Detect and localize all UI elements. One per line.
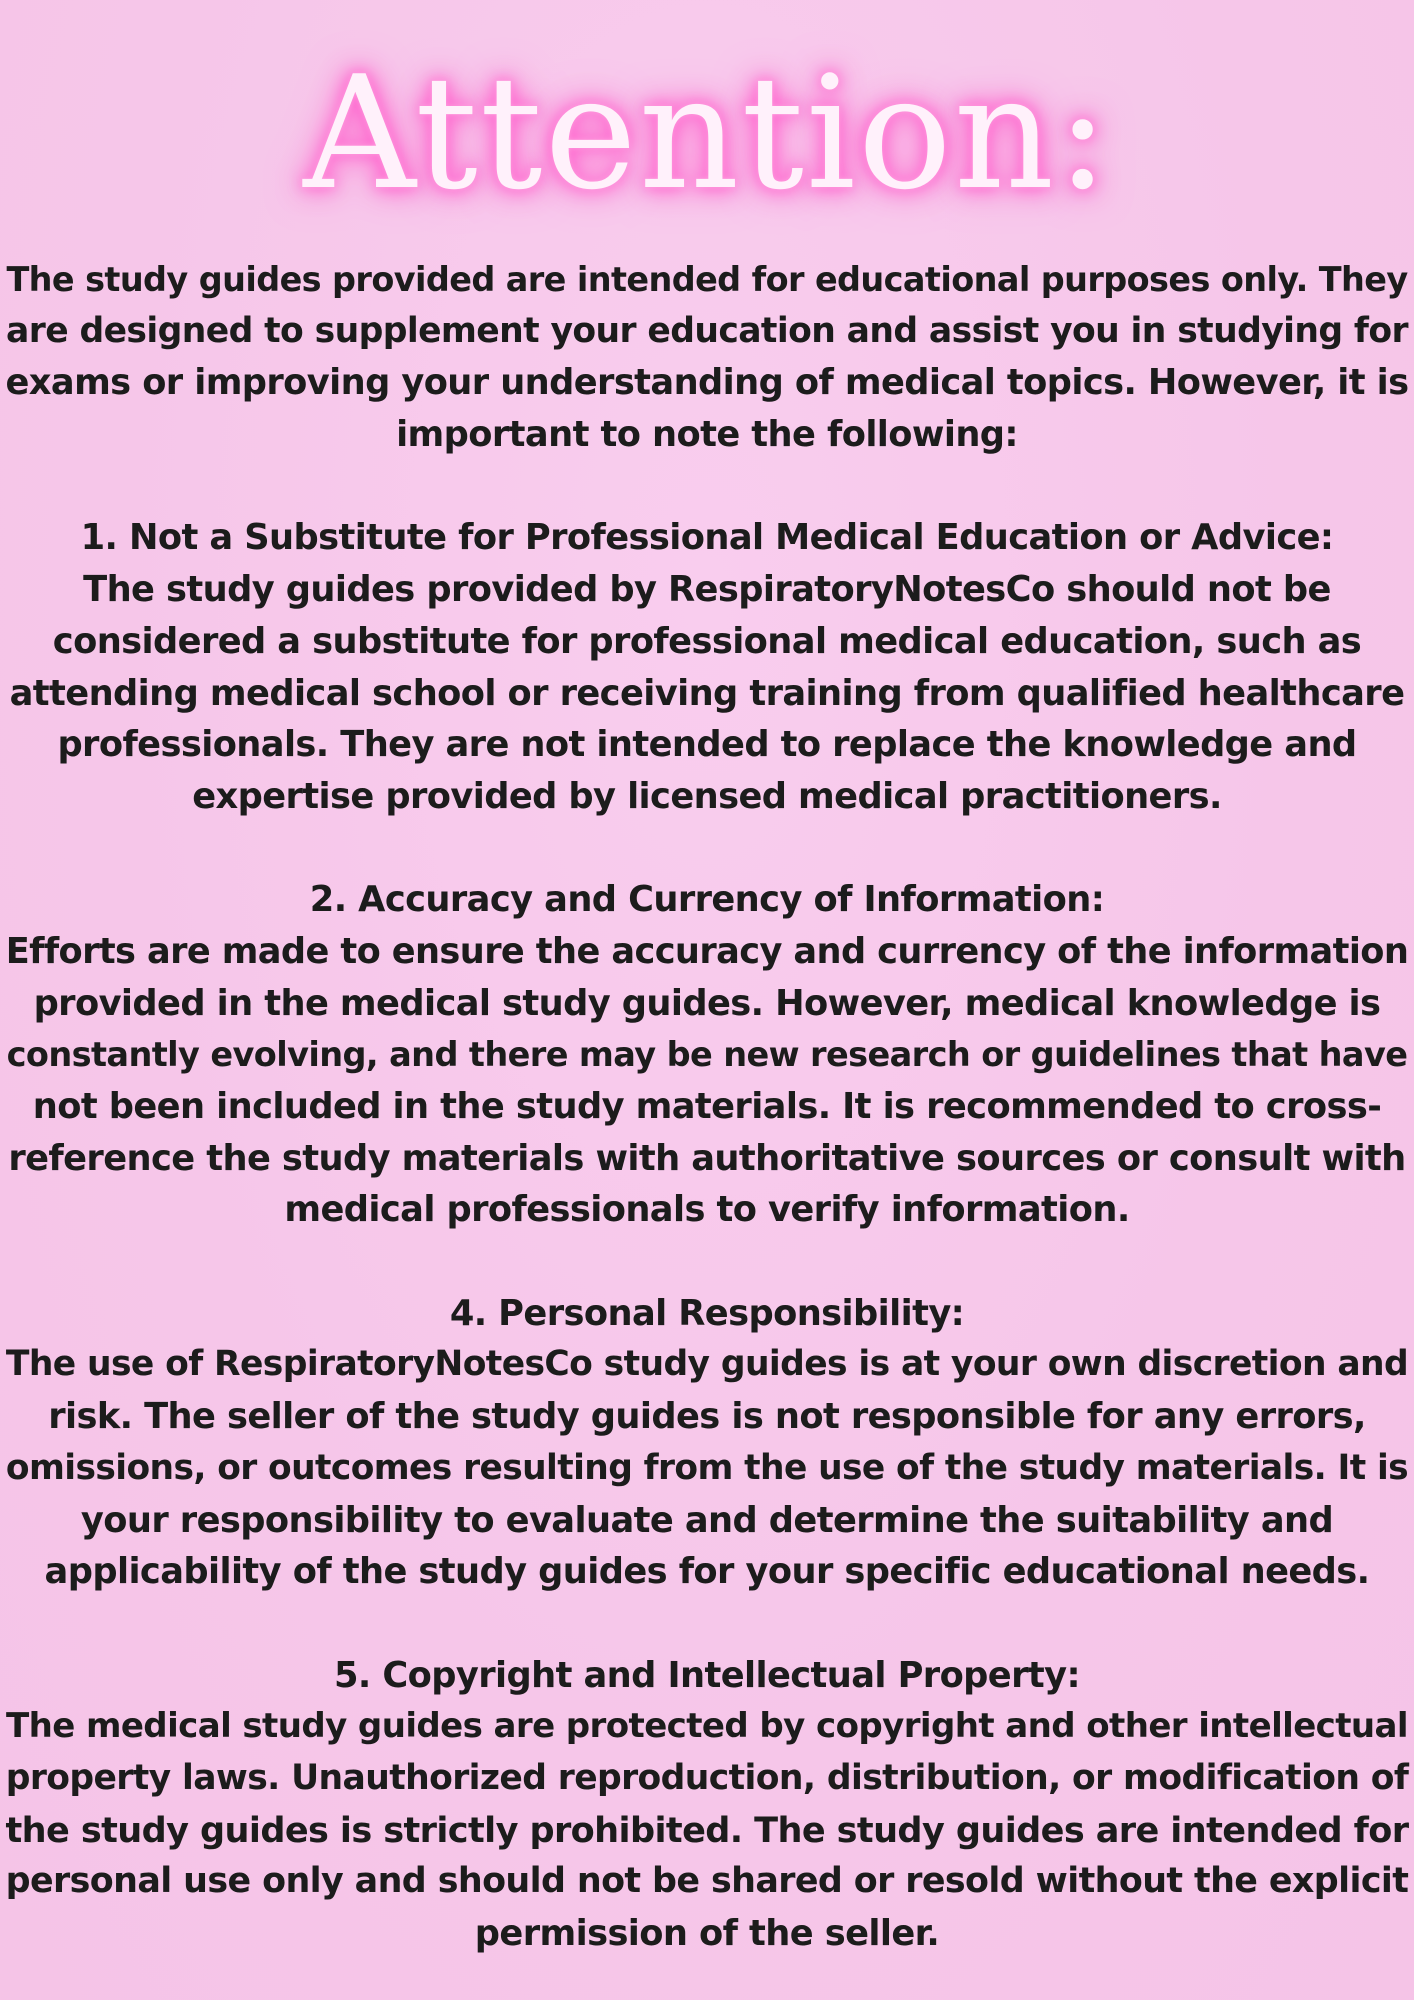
intro-paragraph: [0, 254, 1414, 461]
intro-line: exams or improving your understanding of medical topics. However, it is: [5, 362, 1409, 404]
section-line: attending medical school or receiving training from qualified healthcare: [9, 672, 1405, 714]
section-heading: 1. Not a Substitute for Professional Medical Education or Advice:: [80, 517, 1334, 559]
section-line: expertise provided by licensed medical practitioners.: [192, 775, 1222, 817]
paragraph-gap: [0, 823, 1414, 875]
section-personal-responsibility: [0, 1288, 1414, 1598]
section-accuracy: [0, 874, 1414, 1236]
section-line: constantly evolving, and there may be new research or guidelines that have: [6, 1035, 1408, 1075]
section-line: medical professionals to verify information.: [284, 1189, 1130, 1231]
paragraph-gap: [0, 1236, 1414, 1288]
intro-line: The study guides provided are intended for educational purposes only. They: [6, 260, 1408, 299]
page-title: Attention:: [303, 42, 1111, 224]
disclaimer-body: [0, 254, 1414, 1960]
section-line: The study guides provided by RespiratoryNotesCo should not be: [83, 569, 1331, 611]
section-line: applicability of the study guides for your specific educational needs.: [44, 1551, 1370, 1593]
section-line: reference the study materials with authoritative sources or consult with: [8, 1137, 1406, 1179]
section-line: permission of the seller.: [474, 1913, 940, 1954]
section-line: property laws. Unauthorized reproduction, distribution, or modification of: [5, 1757, 1409, 1798]
section-heading: 4. Personal Responsibility:: [449, 1292, 965, 1334]
intro-line: important to note the following:: [396, 414, 1018, 456]
section-line: your responsibility to evaluate and determine the suitability and: [80, 1499, 1334, 1541]
section-line: Efforts are made to ensure the accuracy and currency of the information: [5, 930, 1409, 972]
section-heading: 2. Accuracy and Currency of Information:: [309, 879, 1105, 921]
paragraph-gap: [0, 461, 1414, 513]
section-line: personal use only and should not be shared or resold without the explicit: [5, 1861, 1409, 1902]
section-copyright: [0, 1650, 1414, 1960]
section-line: professionals. They are not intended to replace the knowledge and: [57, 724, 1357, 766]
section-line: not been included in the study materials. It is recommended to cross-: [32, 1086, 1382, 1127]
section-line: provided in the medical study guides. However, medical knowledge is: [33, 982, 1381, 1024]
paragraph-gap: [0, 1598, 1414, 1650]
section-line: the study guides is strictly prohibited. The study guides are intended for: [5, 1809, 1409, 1851]
section-line: risk. The seller of the study guides is not responsible for any errors,: [48, 1396, 1366, 1438]
section-not-a-substitute: [0, 512, 1414, 822]
section-heading: 5. Copyright and Intellectual Property:: [334, 1654, 1080, 1696]
section-line: considered a substitute for professional medical education, such as: [52, 620, 1362, 662]
intro-line: are designed to supplement your education and assist you in studying for: [6, 310, 1408, 351]
section-line: The use of RespiratoryNotesCo study guides is at your own discretion and: [5, 1344, 1409, 1385]
section-line: omissions, or outcomes resulting from the use of the study materials. It is: [5, 1447, 1409, 1488]
section-line: The medical study guides are protected by copyright and other intellectual: [6, 1706, 1408, 1747]
